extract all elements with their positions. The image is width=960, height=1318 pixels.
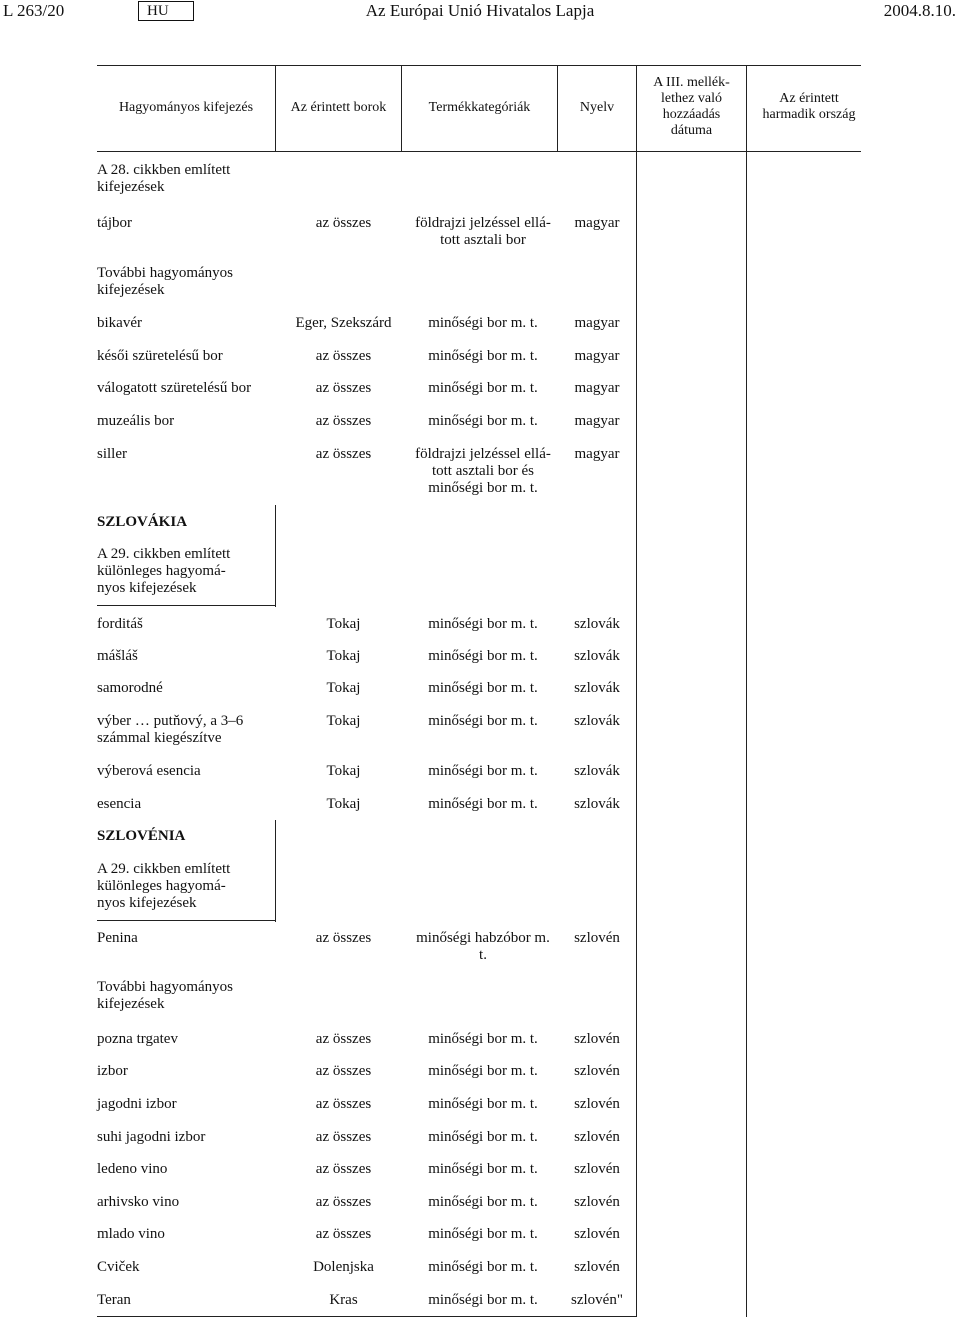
language-code-box: HU: [138, 1, 194, 21]
table-bottom-rule: [97, 1316, 637, 1317]
table-cell-wines: Tokaj: [326, 796, 361, 812]
table-cell-term: ledeno vino: [97, 1161, 168, 1177]
col-header-language: Nyelv: [579, 100, 615, 115]
table-cell-term: tájbor: [97, 215, 132, 231]
table-cell-term: forditáš: [97, 616, 143, 632]
table-cell-wines: Kras: [329, 1292, 358, 1308]
table-cell-term: A 29. cikkben említett különleges hagyomá- nyos kifejezések: [97, 861, 231, 911]
col-divider-5: [746, 65, 747, 1317]
table-cell-wines: Tokaj: [326, 680, 361, 696]
table-cell-language: szlovén: [574, 1129, 620, 1145]
table-cell-language: szlovén: [574, 930, 620, 946]
table-cell-category: minőségi bor m. t.: [428, 796, 538, 812]
table-cell-wines: Tokaj: [326, 648, 361, 664]
table-cell-language: szlovák: [574, 796, 620, 812]
table-cell-wines: az összes: [315, 1031, 372, 1047]
table-cell-language: szlovén: [574, 1063, 620, 1079]
table-cell-wines: az összes: [315, 413, 372, 429]
table-cell-language: szlovák: [574, 616, 620, 632]
table-cell-category: minőségi bor m. t.: [428, 1194, 538, 1210]
col-header-third-country: Az érintett harmadik ország: [762, 91, 856, 122]
table-cell-language: magyar: [574, 446, 620, 462]
table-cell-term: A 29. cikkben említett különleges hagyomá- nyos kifejezések: [97, 546, 231, 596]
table-cell-category: minőségi bor m. t.: [428, 1129, 538, 1145]
table-cell-category: minőségi bor m. t.: [428, 413, 538, 429]
table-cell-wines: az összes: [315, 1194, 372, 1210]
table-cell-wines: az összes: [315, 215, 372, 231]
col-header-categories: Termékkategóriák: [428, 100, 531, 115]
table-cell-language: szlovén: [574, 1096, 620, 1112]
table-cell-category: minőségi bor m. t.: [428, 380, 538, 396]
col-divider-4-body: [636, 151, 637, 1317]
table-cell-term: suhi jagodni izbor: [97, 1129, 206, 1145]
table-cell-category: minőségi bor m. t.: [428, 315, 538, 331]
table-cell-wines: az összes: [315, 1129, 372, 1145]
table-cell-wines: az összes: [315, 380, 372, 396]
table-cell-language: magyar: [574, 413, 620, 429]
table-cell-wines: az összes: [315, 1226, 372, 1242]
table-cell-wines: az összes: [315, 1063, 372, 1079]
table-cell-term: muzeális bor: [97, 413, 175, 429]
journal-title: Az Európai Unió Hivatalos Lapja: [365, 1, 595, 20]
table-cell-category: minőségi bor m. t.: [428, 1226, 538, 1242]
table-cell-term: További hagyományos kifejezések: [97, 265, 234, 298]
table-cell-category: minőségi bor m. t.: [428, 1031, 538, 1047]
table-cell-language: szlovák: [574, 713, 620, 729]
table-cell-wines: az összes: [315, 1161, 372, 1177]
table-cell-wines: az összes: [315, 348, 372, 364]
table-cell-term: siller: [97, 446, 127, 462]
table-cell-term: izbor: [97, 1063, 128, 1079]
col-header-wines: Az érintett borok: [290, 100, 387, 115]
table-cell-language: szlovák: [574, 648, 620, 664]
table-cell-category: minőségi bor m. t.: [428, 1259, 538, 1275]
table-cell-category: minőségi bor m. t.: [428, 680, 538, 696]
table-cell-wines: Tokaj: [326, 616, 361, 632]
col-header-annex-date: A III. mellék- lethez való hozzáadás dátuma: [653, 75, 730, 138]
table-cell-wines: az összes: [315, 446, 372, 462]
table-cell-category: minőségi bor m. t.: [428, 1292, 538, 1308]
table-cell-wines: az összes: [315, 1096, 372, 1112]
table-cell-category: minőségi bor m. t.: [428, 1161, 538, 1177]
table-cell-category: minőségi bor m. t.: [428, 713, 538, 729]
table-cell-wines: az összes: [315, 930, 372, 946]
table-cell-category: minőségi bor m. t.: [428, 1063, 538, 1079]
table-cell-term: arhivsko vino: [97, 1194, 180, 1210]
table-cell-term: bikavér: [97, 315, 142, 331]
table-cell-category: földrajzi jelzéssel ellá- tott asztali bor és minőségi bor m. t.: [415, 446, 551, 496]
table-cell-category: földrajzi jelzéssel ellá- tott asztali bor: [415, 215, 551, 248]
country-heading-slovenia: SZLOVÉNIA: [97, 828, 186, 844]
col-divider-slovenia-block: [275, 820, 276, 922]
table-cell-language: magyar: [574, 380, 620, 396]
table-cell-category: minőségi bor m. t.: [428, 348, 538, 364]
table-cell-language: szlovén": [571, 1292, 623, 1308]
page-reference: L 263/20: [3, 1, 65, 20]
table-cell-term: A 28. cikkben említett kifejezések: [97, 162, 231, 195]
table-cell-term: válogatott szüretelésű bor: [97, 380, 252, 396]
table-cell-term: Teran: [97, 1292, 131, 1308]
table-cell-term: esencia: [97, 796, 142, 812]
publication-date: 2004.8.10.: [883, 1, 956, 20]
page-header: [0, 0, 960, 26]
col-divider-slovakia-block: [275, 505, 276, 607]
table-cell-wines: Eger, Szekszárd: [295, 315, 392, 331]
table-cell-term: mášláš: [97, 648, 138, 664]
table-cell-language: magyar: [574, 348, 620, 364]
table-cell-language: szlovén: [574, 1031, 620, 1047]
table-cell-category: minőségi bor m. t.: [428, 616, 538, 632]
table-cell-term: késői szüretelésű bor: [97, 348, 223, 364]
table-cell-category: minőségi bor m. t.: [428, 648, 538, 664]
table-cell-language: szlovén: [574, 1226, 620, 1242]
table-cell-term: výber … putňový, a 3–6 számmal kiegészítve: [97, 713, 244, 746]
table-cell-term: výberová esencia: [97, 763, 201, 779]
table-cell-language: szlovén: [574, 1194, 620, 1210]
table-cell-language: szlovén: [574, 1161, 620, 1177]
table-cell-term: mlado vino: [97, 1226, 165, 1242]
table-cell-language: szlovák: [574, 763, 620, 779]
col-header-term: Hagyományos kifejezés: [118, 100, 254, 115]
table-cell-term: jagodni izbor: [97, 1096, 177, 1112]
table-cell-language: szlovák: [574, 680, 620, 696]
table-cell-term: Penina: [97, 930, 138, 946]
table-cell-term: További hagyományos kifejezések: [97, 979, 234, 1012]
table-cell-category: minőségi bor m. t.: [428, 1096, 538, 1112]
table-cell-wines: Tokaj: [326, 713, 361, 729]
country-heading-slovakia: SZLOVÁKIA: [97, 514, 188, 530]
table-cell-category: minőségi habzóbor m. t.: [416, 930, 550, 963]
table-cell-term: Cviček: [97, 1259, 140, 1275]
table-cell-language: magyar: [574, 215, 620, 231]
table-cell-category: minőségi bor m. t.: [428, 763, 538, 779]
slovakia-block-rule: [97, 605, 275, 606]
table-cell-wines: Tokaj: [326, 763, 361, 779]
table-cell-language: magyar: [574, 315, 620, 331]
table-cell-term: samorodné: [97, 680, 163, 696]
table-cell-language: szlovén: [574, 1259, 620, 1275]
table-cell-term: pozna trgatev: [97, 1031, 178, 1047]
slovenia-block-rule: [97, 920, 275, 921]
table-cell-wines: Dolenjska: [313, 1259, 374, 1275]
